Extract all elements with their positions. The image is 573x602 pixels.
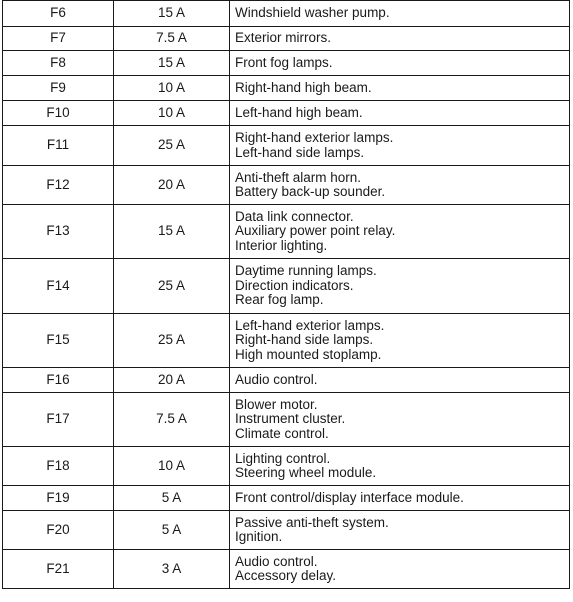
component-description: Blower motor.: [235, 396, 318, 412]
fuse-number-cell: F10: [3, 101, 114, 126]
fuse-rating-cell: 25 A: [114, 259, 230, 314]
component-description: Steering wheel module.: [235, 465, 377, 480]
protected-components-cell: [230, 101, 570, 126]
fuse-rating-cell: 20 A: [114, 368, 230, 393]
component-description: Lighting control.: [235, 450, 331, 466]
fuse-rating-cell: 25 A: [114, 126, 230, 166]
fuse-table: [2, 0, 570, 589]
component-description: Ignition.: [235, 529, 283, 544]
protected-components-cell: [230, 126, 570, 166]
protected-components-cell: [230, 27, 570, 51]
component-description: Climate control.: [235, 425, 329, 441]
fuse-rating-cell: 10 A: [114, 101, 230, 126]
fuse-table-body: [3, 1, 570, 589]
protected-components-cell: [230, 550, 570, 589]
protected-components-cell: [230, 166, 570, 205]
table-row: [3, 393, 570, 447]
table-row: [3, 101, 570, 126]
table-row: [3, 1, 570, 27]
component-description: Audio control.: [235, 553, 318, 569]
component-description: Right-hand exterior lamps.: [235, 130, 394, 145]
fuse-number-cell: F21: [3, 550, 114, 589]
fuse-number-cell: F17: [3, 393, 114, 447]
fuse-rating-cell: 3 A: [114, 550, 230, 589]
component-description: Rear fog lamp.: [235, 292, 324, 308]
component-description: Anti-theft alarm horn.: [235, 169, 362, 185]
table-row: [3, 205, 570, 259]
component-description: Front control/display interface module.: [235, 489, 464, 505]
component-description: Interior lighting.: [235, 237, 328, 253]
fuse-number-cell: F13: [3, 205, 114, 259]
component-description: Direction indicators.: [235, 277, 354, 293]
table-row: [3, 447, 570, 486]
protected-components-cell: [230, 368, 570, 393]
fuse-rating-cell: 7.5 A: [114, 393, 230, 447]
component-description: Battery back-up sounder.: [235, 184, 386, 199]
fuse-number-cell: F15: [3, 314, 114, 368]
table-row: [3, 511, 570, 550]
protected-components-cell: [230, 51, 570, 76]
fuse-rating-cell: 5 A: [114, 511, 230, 550]
protected-components-cell: [230, 1, 570, 27]
fuse-number-cell: F8: [3, 51, 114, 76]
fuse-rating-cell: 10 A: [114, 447, 230, 486]
table-row: [3, 550, 570, 589]
component-description: Instrument cluster.: [235, 411, 346, 427]
protected-components-cell: [230, 314, 570, 368]
fuse-number-cell: F18: [3, 447, 114, 486]
component-description: Auxiliary power point relay.: [235, 223, 396, 239]
component-description: Left-hand side lamps.: [235, 144, 365, 160]
fuse-number-cell: F7: [3, 27, 114, 51]
fuse-rating-cell: 15 A: [114, 205, 230, 259]
table-row: [3, 126, 570, 166]
protected-components-cell: [230, 205, 570, 259]
component-description: Right-hand side lamps.: [235, 332, 374, 348]
component-description: Accessory delay.: [235, 568, 337, 583]
fuse-rating-cell: 25 A: [114, 314, 230, 368]
table-row: [3, 27, 570, 51]
fuse-rating-cell: 20 A: [114, 166, 230, 205]
component-description: Windshield washer pump.: [235, 5, 390, 21]
component-description: Front fog lamps.: [235, 54, 333, 70]
protected-components-cell: [230, 76, 570, 101]
component-description: Daytime running lamps.: [235, 263, 377, 279]
fuse-number-cell: F11: [3, 126, 114, 166]
component-description: Data link connector.: [235, 208, 354, 224]
protected-components-cell: [230, 511, 570, 550]
fuse-rating-cell: 7.5 A: [114, 27, 230, 51]
component-description: Left-hand exterior lamps.: [235, 317, 385, 333]
protected-components-cell: [230, 447, 570, 486]
fuse-number-cell: F20: [3, 511, 114, 550]
protected-components-cell: [230, 259, 570, 314]
table-row: [3, 51, 570, 76]
component-description: Passive anti-theft system.: [235, 514, 389, 530]
fuse-rating-cell: 5 A: [114, 486, 230, 511]
fuse-number-cell: F6: [3, 1, 114, 27]
protected-components-cell: [230, 393, 570, 447]
fuse-rating-cell: 15 A: [114, 1, 230, 27]
table-row: [3, 368, 570, 393]
fuse-rating-cell: 15 A: [114, 51, 230, 76]
component-description: Right-hand high beam.: [235, 79, 372, 95]
table-row: [3, 259, 570, 314]
fuse-rating-cell: 10 A: [114, 76, 230, 101]
table-row: [3, 76, 570, 101]
component-description: High mounted stoplamp.: [235, 346, 382, 362]
fuse-number-cell: F16: [3, 368, 114, 393]
table-row: [3, 314, 570, 368]
protected-components-cell: [230, 486, 570, 511]
component-description: Audio control.: [235, 371, 318, 387]
fuse-number-cell: F19: [3, 486, 114, 511]
fuse-number-cell: F9: [3, 76, 114, 101]
component-description: Exterior mirrors.: [235, 30, 332, 46]
table-row: [3, 166, 570, 205]
fuse-number-cell: F14: [3, 259, 114, 314]
table-row: [3, 486, 570, 511]
fuse-number-cell: F12: [3, 166, 114, 205]
component-description: Left-hand high beam.: [235, 104, 363, 120]
